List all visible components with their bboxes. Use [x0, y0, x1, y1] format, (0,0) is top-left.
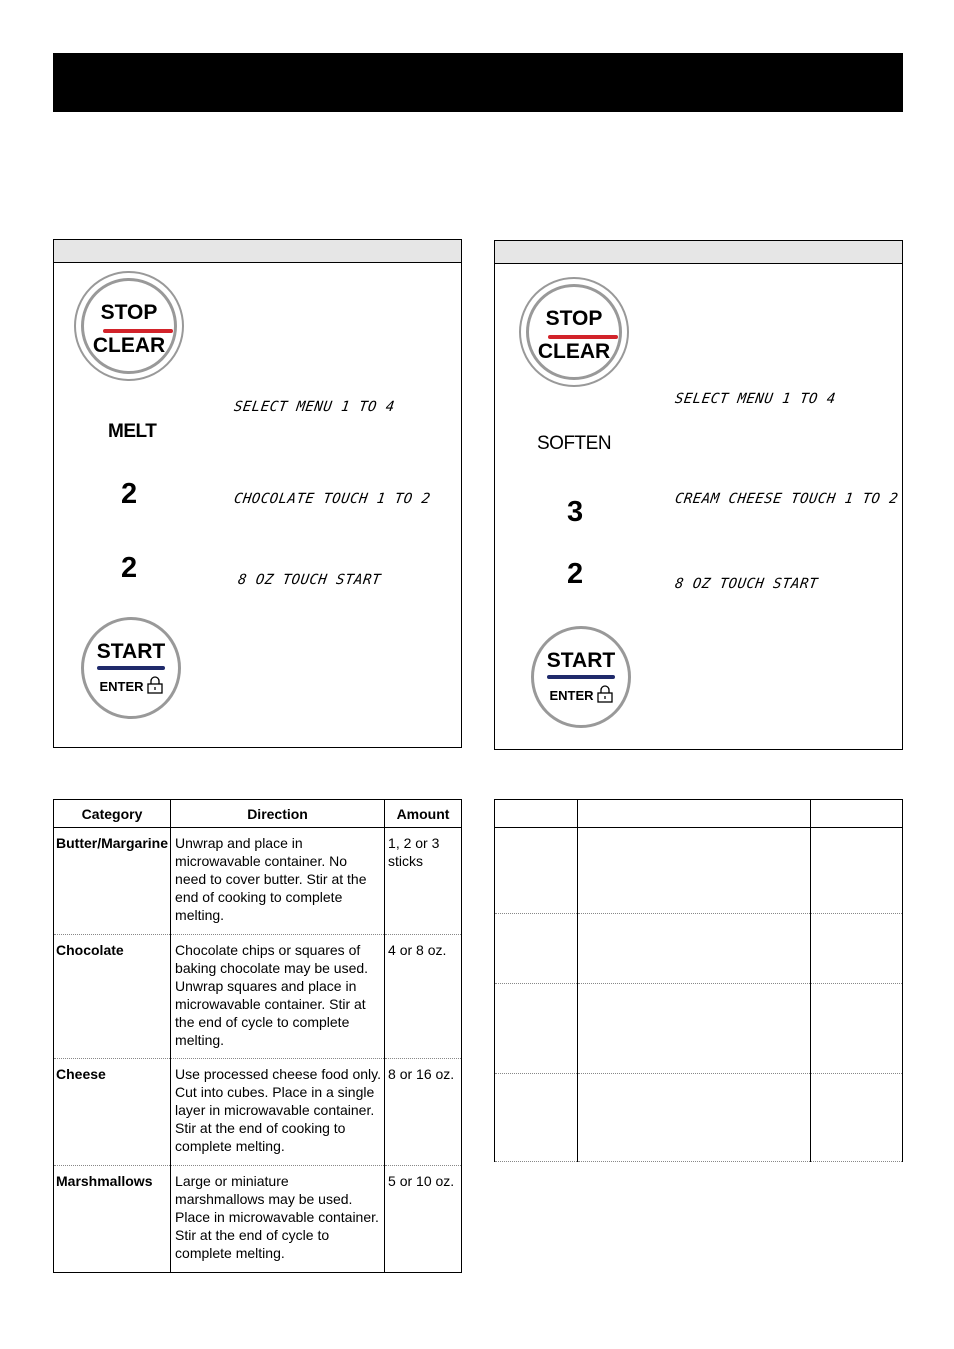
enter-row: [84, 676, 178, 697]
amount-cell: 1, 2 or 3 sticks: [385, 828, 462, 935]
table-cell: [811, 1074, 903, 1162]
number-key-3[interactable]: 3: [567, 496, 584, 528]
panel-header: [54, 240, 461, 263]
header-cell: [578, 800, 811, 828]
header-amount: Amount: [385, 800, 462, 828]
start-label: START: [96, 640, 166, 663]
enter-row: [534, 685, 628, 706]
direction-cell: Chocolate chips or squares of baking chocolate may be used. Unwrap squares and place in microwavable container. Stir at the end of cycle to complete melting.: [171, 935, 385, 1059]
direction-cell: Use processed cheese food only. Cut into cubes. Place in a single layer in microwavable container. Stir at the end of cooking to complete melting.: [171, 1059, 385, 1166]
enter-label: ENTER: [549, 688, 594, 703]
stop-label: STOP: [100, 301, 158, 324]
clear-label: CLEAR: [537, 340, 611, 363]
enter-label: ENTER: [99, 679, 144, 694]
display-select-menu: SELECT MENU 1 TO 4: [232, 399, 396, 415]
display-select-menu: SELECT MENU 1 TO 4: [673, 391, 837, 407]
category-cell: Cheese: [54, 1059, 171, 1166]
table-cell: [578, 984, 811, 1074]
table-row: [54, 1166, 462, 1273]
amount-cell: 5 or 10 oz.: [385, 1166, 462, 1273]
table-cell: [495, 1074, 578, 1162]
direction-cell: Large or miniature marshmallows may be used. Place in microwavable container. Stir at the end of cycle to complete melting.: [171, 1166, 385, 1273]
panel-header: [495, 241, 902, 264]
display-cream-cheese: CREAM CHEESE TOUCH 1 TO 2: [673, 491, 900, 507]
table-cell: [578, 828, 811, 914]
display-touch-start: 8 OZ TOUCH START: [673, 576, 819, 592]
stop-label: STOP: [545, 307, 603, 330]
table-cell: [811, 984, 903, 1074]
table-row: [54, 1059, 462, 1166]
table-cell: [495, 828, 578, 914]
soften-guide-table: [494, 799, 903, 1162]
start-blue-line: [97, 666, 165, 670]
clear-label: CLEAR: [92, 334, 166, 357]
stop-clear-button[interactable]: [519, 277, 629, 387]
start-label: START: [546, 649, 616, 672]
header-direction: Direction: [171, 800, 385, 828]
table-cell: [578, 1074, 811, 1162]
lock-icon: [597, 685, 613, 706]
lock-icon: [147, 676, 163, 697]
page-header-bar: [53, 53, 903, 112]
soften-instructions-panel: [494, 240, 903, 750]
table-row: [54, 935, 462, 1059]
category-cell: Chocolate: [54, 935, 171, 1059]
table-cell: [578, 914, 811, 984]
table-cell: [495, 914, 578, 984]
melt-guide-table: [53, 799, 462, 1273]
stop-clear-button-ring: [81, 278, 177, 374]
table-cell: [811, 828, 903, 914]
display-touch-start: 8 OZ TOUCH START: [236, 572, 382, 588]
category-cell: Marshmallows: [54, 1166, 171, 1273]
header-cell: [495, 800, 578, 828]
number-key-2[interactable]: 2: [567, 558, 584, 590]
start-blue-line: [547, 675, 615, 679]
table-row: [54, 828, 462, 935]
table-header-row: [54, 800, 462, 828]
category-cell: Butter/Margarine: [54, 828, 171, 935]
melt-instructions-panel: [53, 239, 462, 748]
stop-clear-button-ring: [526, 284, 622, 380]
melt-key[interactable]: MELT: [108, 421, 157, 442]
header-cell: [811, 800, 903, 828]
soften-key[interactable]: SOFTEN: [537, 433, 612, 454]
amount-cell: 4 or 8 oz.: [385, 935, 462, 1059]
table-row: [495, 984, 903, 1074]
table-cell: [811, 914, 903, 984]
display-chocolate: CHOCOLATE TOUCH 1 TO 2: [232, 491, 432, 507]
table-cell: [495, 984, 578, 1074]
table-row: [495, 914, 903, 984]
number-key-2-second[interactable]: 2: [121, 552, 138, 584]
stop-red-line: [548, 335, 618, 339]
start-enter-button[interactable]: [531, 626, 631, 728]
start-enter-button[interactable]: [81, 617, 181, 719]
table-row: [495, 1074, 903, 1162]
stop-clear-button[interactable]: [74, 271, 184, 381]
header-category: Category: [54, 800, 171, 828]
table-header-row: [495, 800, 903, 828]
table-row: [495, 828, 903, 914]
stop-red-line: [103, 329, 173, 333]
number-key-2[interactable]: 2: [121, 478, 138, 510]
direction-cell: Unwrap and place in microwavable container. No need to cover butter. Stir at the end of cooking to complete melting.: [171, 828, 385, 935]
amount-cell: 8 or 16 oz.: [385, 1059, 462, 1166]
